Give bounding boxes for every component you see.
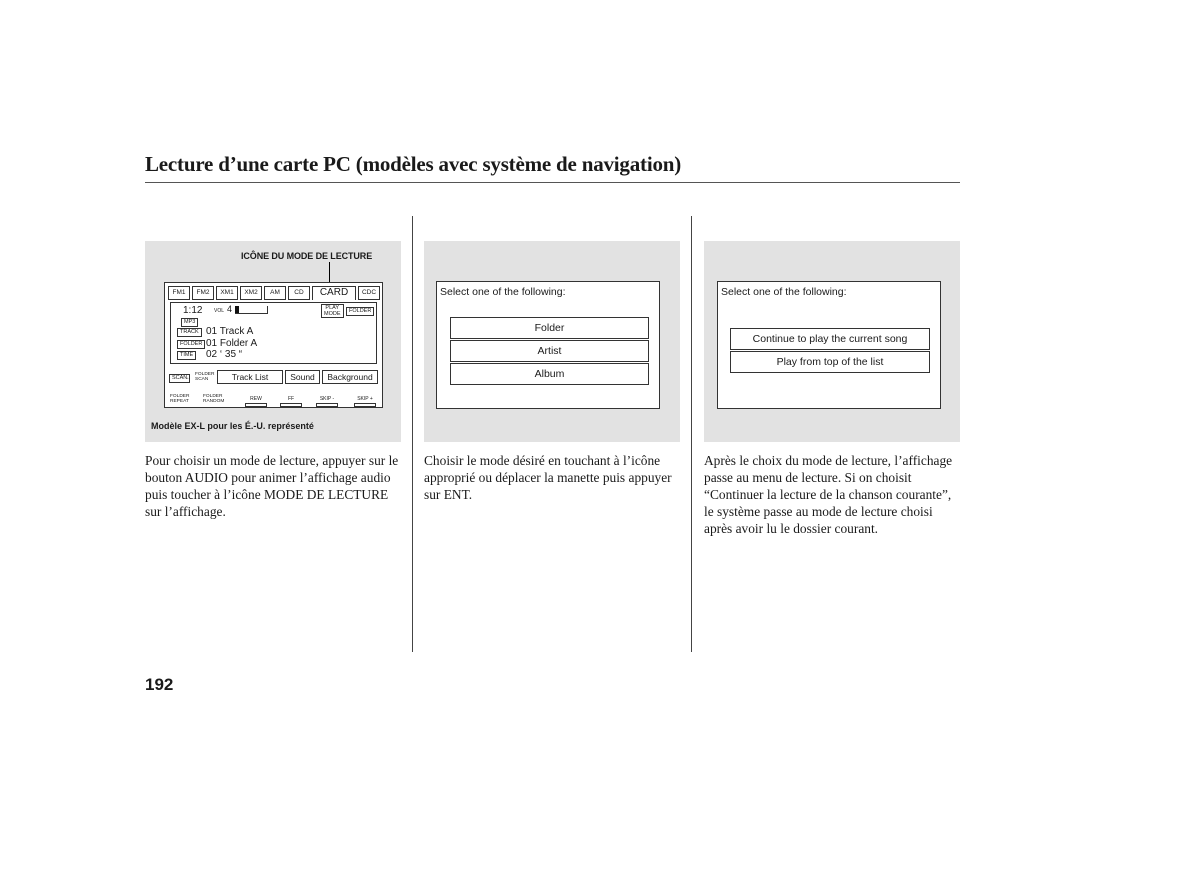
now-playing-area — [170, 302, 377, 364]
callout-play-mode-icon: ICÔNE DU MODE DE LECTURE — [241, 251, 373, 261]
page-title: Lecture d’une carte PC (modèles avec système de navigation) — [145, 152, 682, 176]
softkey-skip-plus[interactable]: SKIP + — [354, 396, 376, 407]
softkey-rew[interactable]: REW — [245, 396, 267, 407]
softkey-folder-random[interactable]: FOLDER RANDOM — [203, 394, 225, 404]
option-folder[interactable]: Folder — [450, 317, 649, 339]
option-play-from-top[interactable]: Play from top of the list — [730, 351, 930, 373]
dialog-prompt: Select one of the following: — [721, 286, 847, 298]
option-artist[interactable]: Artist — [450, 340, 649, 362]
softkey-folder-repeat[interactable]: FOLDER REPEAT — [170, 394, 190, 404]
page-number: 192 — [145, 675, 174, 694]
play-mode-label-2: MODE — [324, 311, 341, 317]
volume-level — [235, 306, 239, 313]
play-mode-button[interactable] — [321, 304, 344, 318]
dialog-prompt: Select one of the following: — [440, 286, 566, 298]
volume-value: 4 — [227, 304, 233, 314]
time-label: TIME — [177, 351, 196, 360]
title-rule — [145, 182, 960, 183]
tab-am[interactable]: AM — [264, 286, 286, 300]
mode-select-dialog — [436, 281, 660, 409]
folder-button[interactable]: FOLDER — [346, 307, 374, 316]
mp3-badge: MP3 — [181, 318, 198, 327]
folder-scan-label: FOLDER SCAN — [195, 372, 215, 382]
figure-caption: Modèle EX-L pour les É.-U. représenté — [151, 421, 314, 431]
playback-menu-dialog — [717, 281, 941, 409]
folder-label: FOLDER — [177, 340, 205, 349]
tab-xm1[interactable]: XM1 — [216, 286, 238, 300]
column-divider-2 — [691, 216, 692, 652]
volume-bar — [235, 306, 268, 314]
arrow-icon: ↔ — [186, 376, 191, 381]
option-continue-current-song[interactable]: Continue to play the current song — [730, 328, 930, 350]
option-album[interactable]: Album — [450, 363, 649, 385]
track-label: TRACK — [177, 328, 202, 337]
volume-label: VOL — [214, 308, 225, 314]
folder-value: 01 Folder A — [206, 338, 258, 349]
play-mode-label-1: PLAY — [325, 305, 340, 311]
tab-cd[interactable]: CD — [288, 286, 310, 300]
track-value: 01 Track A — [206, 326, 254, 337]
tab-xm2[interactable]: XM2 — [240, 286, 262, 300]
body-text-1: Pour choisir un mode de lecture, appuyer sur le bouton AUDIO pour animer l’affichage audio puis toucher à l’icône MODE DE LECTURE sur l’affichage. — [145, 453, 399, 519]
tab-fm2[interactable]: FM2 — [192, 286, 214, 300]
time-value: 02 ‘ 35 “ — [206, 349, 243, 360]
track-list-button[interactable]: Track List — [217, 370, 283, 384]
softkey-ff[interactable]: FF — [280, 396, 302, 407]
body-text-3: Après le choix du mode de lecture, l’affichage passe au menu de lecture. Si on choisit “Continuer la lecture de la chanson courante”, le système passe au mode de lecture choisi après avoir lu le dossier courant. — [704, 453, 953, 536]
elapsed-time: 1:12 — [183, 305, 203, 316]
scan-button[interactable]: SCAN — [169, 374, 190, 383]
tab-card[interactable]: CARD — [312, 286, 356, 300]
tab-fm1[interactable]: FM1 — [168, 286, 190, 300]
body-text-2: Choisir le mode désiré en touchant à l’icône approprié ou déplacer la manette puis appuyer sur ENT. — [424, 453, 672, 502]
softkey-skip-minus[interactable]: SKIP - — [316, 396, 338, 407]
audio-screen — [164, 282, 383, 408]
sound-button[interactable]: Sound — [285, 370, 320, 384]
background-button[interactable]: Background — [322, 370, 378, 384]
column-divider-1 — [412, 216, 413, 652]
tab-cdc[interactable]: CDC — [358, 286, 380, 300]
